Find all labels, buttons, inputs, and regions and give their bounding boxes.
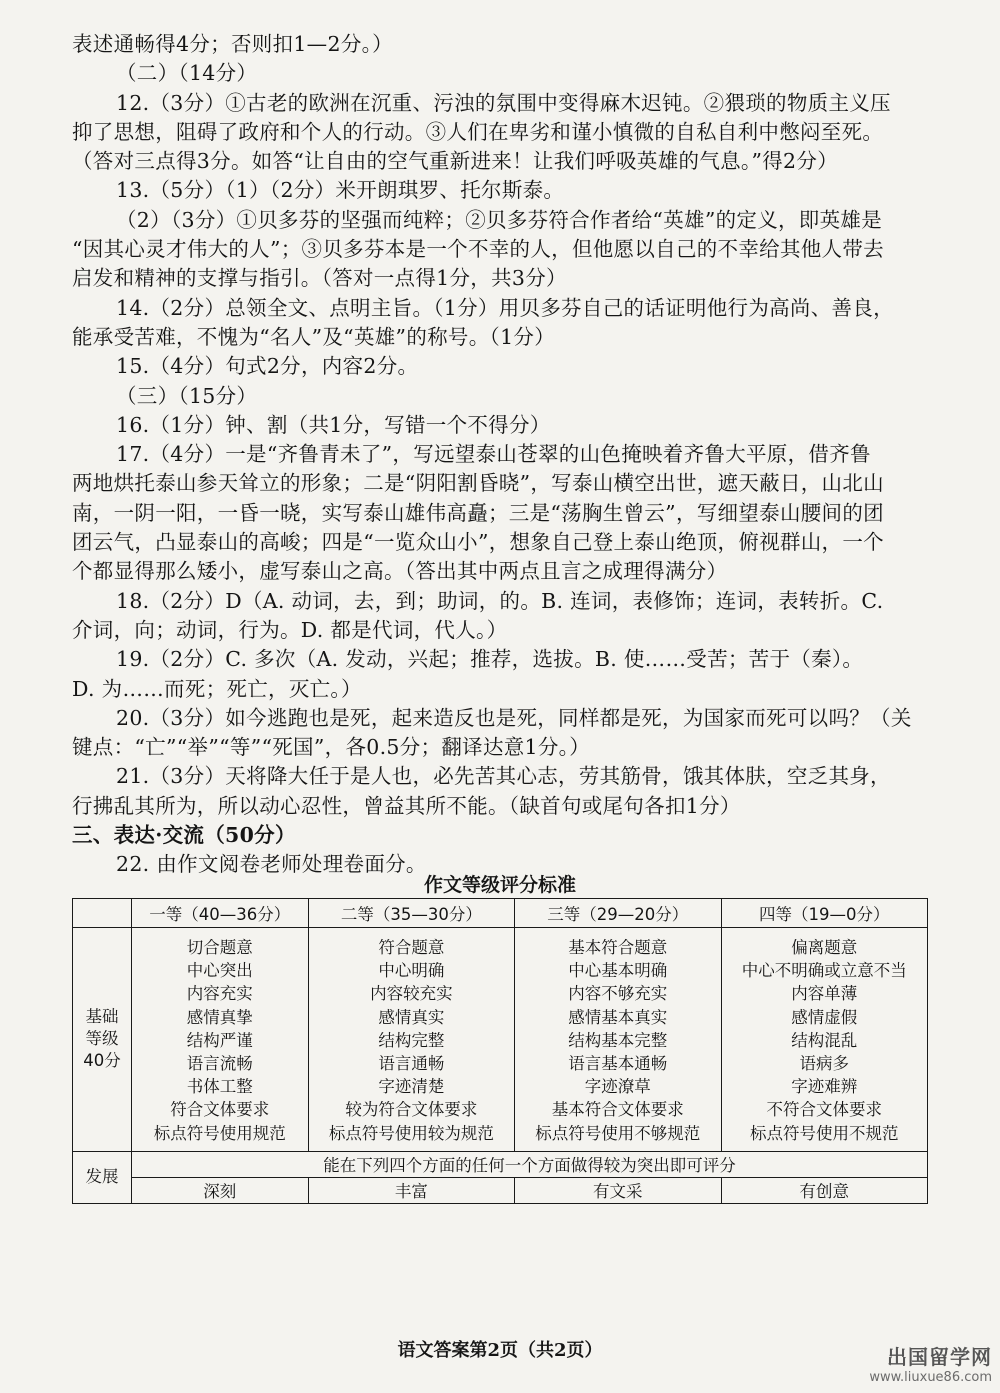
criteria-item: 书体工整 (186, 1077, 253, 1097)
criteria-item: 语病多 (799, 1054, 849, 1074)
page-footer: 语文答案第2页（共2页） (397, 1340, 603, 1361)
watermark-brand: 出国留学网 (887, 1345, 992, 1369)
answer-line: （三）（15分） (116, 383, 258, 408)
answer-line: 15.（4分）句式2分，内容2分。 (116, 354, 419, 379)
criteria-item: 字迹难辨 (791, 1077, 858, 1097)
criteria-item: 中心基本明确 (568, 961, 668, 981)
answer-line: 18.（2分）D（A. 动词，去，到；助词，的。B. 连词，表修饰；连词，表转折。C. (116, 588, 884, 613)
answer-line: （二）（14分） (116, 61, 258, 86)
criteria-item: 语言通畅 (378, 1054, 445, 1074)
development-items-row (73, 1177, 928, 1203)
criteria-item: 标点符号使用较为规范 (328, 1123, 494, 1143)
answer-line: 启发和精神的支撑与指引。（答对一点得1分，共3分） (72, 266, 567, 291)
criteria-item: 符合题意 (378, 938, 445, 957)
answer-line: 能承受苦难，不愧为“名人”及“英雄”的称号。（1分） (72, 324, 556, 349)
criteria-item: 结构混乱 (791, 1030, 858, 1050)
development-item: 有创意 (721, 1177, 927, 1203)
criteria-item: 感情真挚 (186, 1007, 253, 1027)
table-title: 作文等级评分标准 (423, 874, 576, 896)
grade-2-criteria (308, 928, 514, 1152)
answer-line: 14.（2分）总领全文、点明主旨。（1分）用贝多芬自己的话证明他行为高尚、善良， (116, 295, 894, 320)
grade-header-1: 一等（40—36分） (132, 899, 309, 928)
answer-line: 抑了思想，阻碍了政府和个人的行动。③人们在卑劣和谨小慎微的自私自利中憋闷至死。 (72, 119, 884, 144)
answer-line: （2）（3分）①贝多芬的坚强而纯粹；②贝多芬符合作者给“英雄”的定义，即英雄是 (116, 207, 882, 232)
answer-line: 南，一阴一阳，一昏一晓，实写泰山雄伟高矗；三是“荡胸生曾云”，写细望泰山腰间的团 (72, 500, 884, 525)
criteria-item: 基本符合文体要求 (551, 1100, 684, 1120)
criteria-item: 感情真实 (378, 1007, 445, 1027)
criteria-item: 标点符号使用不规范 (750, 1123, 899, 1143)
grade-header-2: 二等（35—30分） (308, 899, 514, 928)
development-item: 有文采 (515, 1177, 721, 1203)
table-corner-cell (73, 899, 132, 928)
criteria-item: 语言基本通畅 (568, 1054, 668, 1074)
criteria-item: 结构完整 (378, 1030, 445, 1050)
answer-line: 团云气，凸显泰山的高峻；四是“一览众山小”，想象自己登上泰山绝顶，俯视群山，一个 (72, 530, 884, 555)
criteria-item: 不符合文体要求 (766, 1100, 882, 1120)
criteria-item: 感情虚假 (791, 1007, 858, 1027)
criteria-item: 中心突出 (186, 961, 253, 981)
answer-line: 20.（3分）如今逃跑也是死，起来造反也是死，同样都是死，为国家而死可以吗？（关 (116, 705, 912, 730)
answer-line: 行拂乱其所为，所以动心忍性，曾益其所不能。（缺首句或尾句各扣1分） (72, 793, 741, 818)
grade-header-3: 三等（29—20分） (515, 899, 721, 928)
criteria-item: 字迹潦草 (584, 1077, 651, 1097)
grade-header-4: 四等（19—0分） (721, 899, 927, 928)
grading-standard-table (72, 898, 928, 1204)
development-label: 发展 (73, 1151, 132, 1203)
criteria-item: 内容单薄 (791, 984, 858, 1004)
answer-line: “因其心灵才伟大的人”；③贝多芬本是一个不幸的人，但他愿以自己的不幸给其他人带去 (72, 237, 884, 262)
grade-1-criteria (132, 928, 309, 1152)
development-item: 丰富 (308, 1177, 514, 1203)
criteria-item: 内容充实 (186, 984, 253, 1004)
basic-level-label: 基础等级40分 (73, 928, 132, 1152)
section-heading: 三、表达·交流（50分） (72, 823, 296, 848)
criteria-item: 语言流畅 (186, 1054, 253, 1074)
basic-criteria-row (73, 928, 928, 1152)
answer-line: （答对三点得3分。如答“让自由的空气重新进来！让我们呼吸英雄的气息。”得2分） (72, 149, 838, 174)
answer-line: 16.（1分）钟、割（共1分，写错一个不得分） (116, 412, 551, 437)
table-header-row (73, 899, 928, 928)
answer-line: 两地烘托泰山参天耸立的形象；二是“阴阳割昏晓”，写泰山横空出世，遮天蔽日，山北山 (72, 471, 884, 496)
criteria-item: 偏离题意 (791, 938, 858, 957)
criteria-item: 感情基本真实 (568, 1007, 668, 1027)
answer-line: 19.（2分）C. 多次（A. 发动，兴起；推荐，选拔。B. 使……受苦；苦于（秦）。 (116, 647, 864, 672)
criteria-item: 标点符号使用规范 (153, 1123, 286, 1143)
answer-line: 键点：“亡”“举”“等”“死国”，各0.5分；翻译达意1分。） (72, 735, 591, 760)
development-note-row (73, 1151, 928, 1177)
criteria-item: 切合题意 (186, 938, 253, 957)
watermark-url: www.liuxue86.com (869, 1370, 992, 1385)
criteria-item: 内容不够充实 (568, 984, 668, 1004)
grade-4-criteria (721, 928, 927, 1152)
answer-line: 介词，向；动词，行为。D. 都是代词，代人。） (72, 617, 508, 642)
answer-line: 17.（4分）一是“齐鲁青未了”，写远望泰山苍翠的山色掩映着齐鲁大平原，借齐鲁 (116, 442, 871, 467)
answer-text-block (72, 30, 932, 880)
criteria-item: 内容较充实 (370, 984, 453, 1004)
answer-line: 表述通畅得4分；否则扣1—2分。） (72, 32, 393, 56)
criteria-item: 符合文体要求 (170, 1100, 270, 1120)
grade-3-criteria (515, 928, 721, 1152)
development-item: 深刻 (132, 1177, 309, 1203)
development-note: 能在下列四个方面的任何一个方面做得较为突出即可评分 (132, 1151, 928, 1177)
criteria-item: 结构基本完整 (568, 1030, 668, 1050)
site-watermark (869, 1341, 992, 1385)
answer-line: D. 为……而死；死亡，灭亡。） (72, 676, 362, 701)
criteria-item: 字迹清楚 (378, 1077, 445, 1097)
criteria-item: 标点符号使用不够规范 (535, 1123, 701, 1143)
criteria-item: 结构严谨 (186, 1030, 253, 1050)
criteria-item: 中心明确 (378, 961, 445, 981)
criteria-item: 较为符合文体要求 (345, 1100, 478, 1120)
answer-line: 12.（3分）①古老的欧洲在沉重、污浊的氛围中变得麻木迟钝。②猥琐的物质主义压 (116, 90, 891, 115)
answer-line: 22. 由作文阅卷老师处理卷面分。 (116, 852, 427, 877)
criteria-item: 基本符合题意 (568, 938, 668, 957)
answer-line: 个都显得那么矮小，虚写泰山之高。（答出其中两点且言之成理得满分） (72, 559, 728, 584)
answer-line: 13.（5分）（1）（2分）米开朗琪罗、托尔斯泰。 (116, 178, 565, 203)
answer-line: 21.（3分）天将降大任于是人也，必先苦其心志，劳其筋骨，饿其体肤，空乏其身， (116, 764, 891, 789)
criteria-item: 中心不明确或立意不当 (741, 961, 907, 981)
